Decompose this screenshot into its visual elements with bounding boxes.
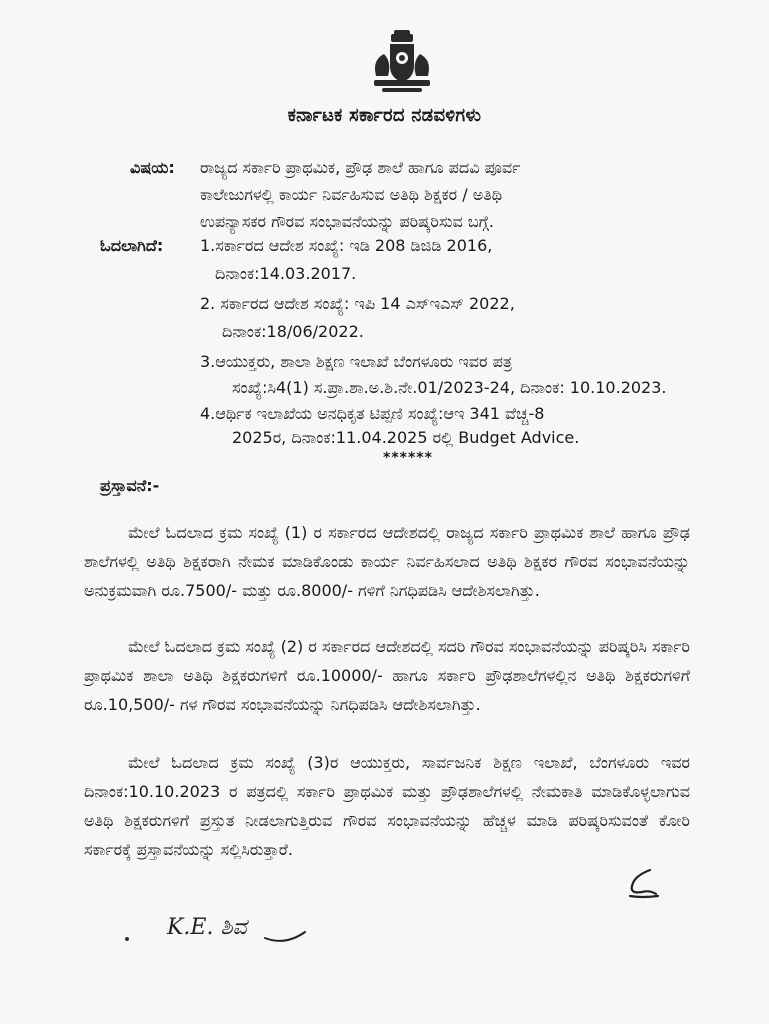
page-title: ಕರ್ನಾಟಕ ಸರ್ಕಾರದ ನಡವಳಿಗಳು (287, 105, 482, 126)
ink-dot (125, 937, 129, 941)
reference-item: 1.ಸರ್ಕಾರದ ಆದೇಶ ಸಂಖ್ಯೆ: ಇಡಿ 208 ಡಿಜಿಡಿ 2016, (200, 236, 493, 255)
subject-line: ಉಪನ್ಯಾಸಕರ ಗೌರವ ಸಂಭಾವನೆಯನ್ನು ಪರಿಷ್ಕರಿಸುವ ಬಗ್ಗೆ. (200, 212, 494, 231)
preamble-label: ಪ್ರಸ್ತಾವನೆ:- (100, 476, 160, 495)
initial-mark-icon (620, 866, 664, 902)
subject-line: ರಾಜ್ಯದ ಸರ್ಕಾರಿ ಪ್ರಾಥಮಿಕ, ಪ್ರೌಢ ಶಾಲೆ ಹಾಗೂ ಪದವಿ ಪೂರ್ವ (200, 158, 521, 177)
karnataka-emblem-icon (362, 28, 442, 98)
paragraph: ಮೇಲೆ ಓದಲಾದ ಕ್ರಮ ಸಂಖ್ಯೆ (2) ರ ಸರ್ಕಾರದ ಆದೇಶದಲ್ಲಿ ಸದರಿ ಗೌರವ ಸಂಭಾವನೆಯನ್ನು ಪರಿಷ್ಕರಿಸಿ ಸರ್ಕಾರಿ ಪ್ರಾಥಮಿಕ ಶಾಲಾ ಅತಿಥಿ ಶಿಕ್ಷಕರುಗಳಿಗೆ ರೂ.10000/- ಹಾಗೂ ಸರ್ಕಾರಿ ಪ್ರೌಢಶಾಲೆಗಳಲ್ಲಿನ ಅತಿಥಿ ಶಿಕ್ಷಕರುಗಳಿಗೆ ರೂ.10,500/- ಗಳ ಗೌರವ ಸಂಭಾವನೆಯನ್ನು ನಿಗಧಿಪಡಿಸಿ ಆದೇಶಿಸಲಾಗಿತ್ತು. (84, 637, 690, 714)
separator: ****** (383, 450, 433, 466)
reference-date: ದಿನಾಂಕ:18/06/2022. (222, 322, 364, 341)
subject-line: ಕಾಲೇಜುಗಳಲ್ಲಿ ಕಾರ್ಯ ನಿರ್ವಹಿಸುವ ಅತಿಥಿ ಶಿಕ್ಷಕರ / ಅತಿಥಿ (200, 185, 503, 204)
subject-label: ವಿಷಯ: (130, 158, 175, 177)
reference-date: 2025ರ, ದಿನಾಂಕ:11.04.2025 ರಲ್ಲಿ Budget Advice. (232, 428, 580, 447)
reference-item: 4.ಆರ್ಥಿಕ ಇಲಾಖೆಯ ಅನಧಿಕೃತ ಟಿಪ್ಪಣಿ ಸಂಖ್ಯೆ:ಆಇ 341 ವೆಚ್ಚ-8 (200, 404, 545, 423)
reference-date: ಸಂಖ್ಯೆ:ಸಿ4(1) ಸ.ಪ್ರಾ.ಶಾ.ಅ.ಶಿ.ನೇ.01/2023-24, ದಿನಾಂಕ: 10.10.2023. (232, 378, 667, 397)
reference-item: 2. ಸರ್ಕಾರದ ಆದೇಶ ಸಂಖ್ಯೆ: ಇಪಿ 14 ಎಸ್‌ಇಎಸ್ 2022, (200, 294, 515, 313)
paragraph: ಮೇಲೆ ಓದಲಾದ ಕ್ರಮ ಸಂಖ್ಯೆ (1) ರ ಸರ್ಕಾರದ ಆದೇಶದಲ್ಲಿ ರಾಜ್ಯದ ಸರ್ಕಾರಿ ಪ್ರಾಥಮಿಕ ಶಾಲೆ ಹಾಗೂ ಪ್ರೌಢ ಶಾಲೆಗಳಲ್ಲಿ ಅತಿಥಿ ಶಿಕ್ಷಕರಾಗಿ ನೇಮಕ ಮಾಡಿಕೊಂಡು ಕಾರ್ಯ ನಿರ್ವಹಿಸಲಾದ ಅತಿಥಿ ಶಿಕ್ಷಕರ ಗೌರವ ಸಂಭಾವನೆಯನ್ನು ಅನುಕ್ರಮವಾಗಿ ರೂ.7500/- ಮತ್ತು ರೂ.8000/- ಗಳಿಗೆ ನಿಗಧಿಪಡಿಸಿ ಆದೇಶಿಸಲಾಗಿತ್ತು. (84, 523, 690, 600)
signature-text: K.E. ಶಿವ (167, 915, 247, 940)
reference-date: ದಿನಾಂಕ:14.03.2017. (215, 264, 357, 283)
paragraph: ಮೇಲೆ ಓದಲಾದ ಕ್ರಮ ಸಂಖ್ಯೆ (3)ರ ಆಯುಕ್ತರು, ಸಾರ್ವಜನಿಕ ಶಿಕ್ಷಣ ಇಲಾಖೆ, ಬೆಂಗಳೂರು ಇವರ ದಿನಾಂಕ:10.10.2023 ರ ಪತ್ರದಲ್ಲಿ ಸರ್ಕಾರಿ ಪ್ರಾಥಮಿಕ ಮತ್ತು ಪ್ರೌಢಶಾಲೆಗಳಲ್ಲಿ ನೇಮಕಾತಿ ಮಾಡಿಕೊಳ್ಳಲಾಗುವ ಅತಿಥಿ ಶಿಕ್ಷಕರುಗಳಿಗೆ ಪ್ರಸ್ತುತ ನೀಡಲಾಗುತ್ತಿರುವ ಗೌರವ ಸಂಭಾವನೆಯನ್ನು ಹೆಚ್ಚಳ ಮಾಡಿ ಪರಿಷ್ಕರಿಸುವಂತೆ ಕೋರಿ ಸರ್ಕಾರಕ್ಕೆ ಪ್ರಸ್ತಾವನೆಯನ್ನು ಸಲ್ಲಿಸಿರುತ್ತಾರೆ. (84, 753, 690, 859)
reference-item: 3.ಆಯುಕ್ತರು, ಶಾಲಾ ಶಿಕ್ಷಣ ಇಲಾಖೆ ಬೆಂಗಳೂರು ಇವರ ಪತ್ರ (200, 352, 512, 371)
signature-icon (165, 902, 315, 952)
references-label: ಓದಲಾಗಿದೆ: (100, 236, 164, 255)
